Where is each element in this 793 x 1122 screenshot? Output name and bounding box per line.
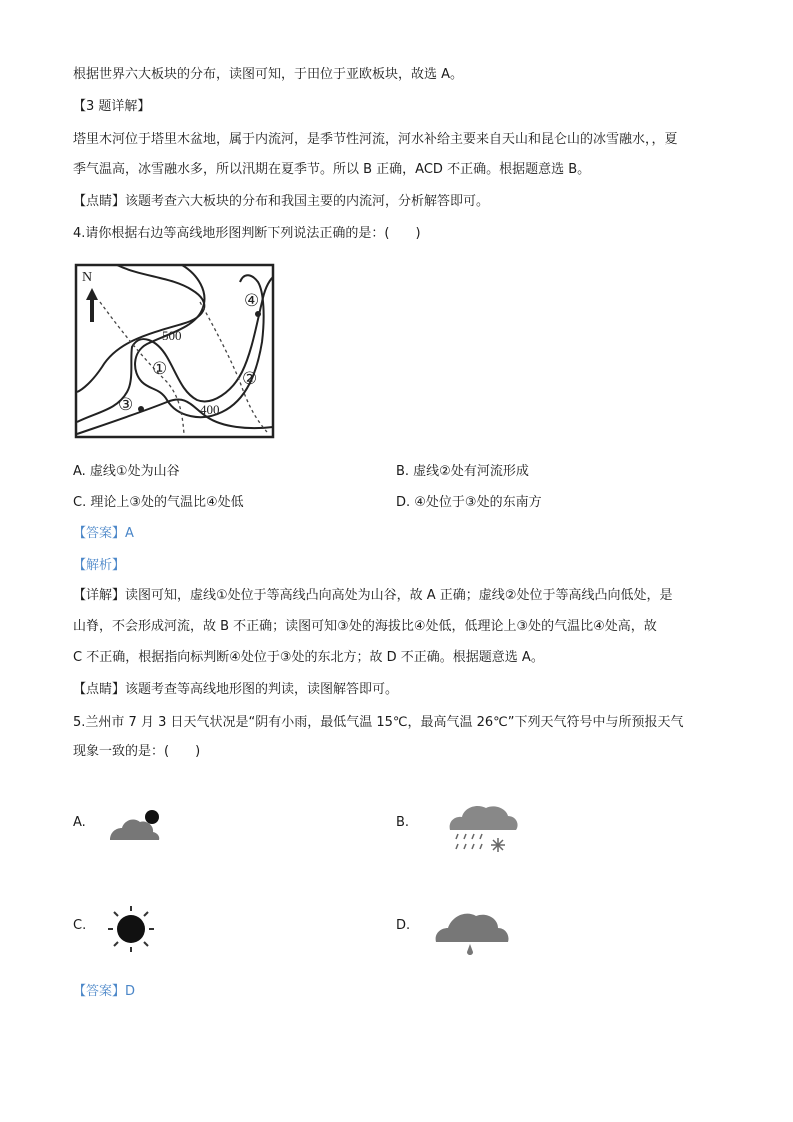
rain-snow-cloud-icon bbox=[446, 800, 522, 856]
text-line: 季气温高，冰雪融水多，所以汛期在夏季节。所以 B 正确，ACD 不正确。根据题意选 B。 bbox=[73, 162, 591, 177]
text-line: 【点睛】该题考查等高线地形图的判读，读图解答即可。 bbox=[73, 682, 399, 697]
question-4: 4.请你根据右边等高线地形图判断下列说法正确的是：( ) bbox=[73, 226, 421, 241]
dashed-line-1 bbox=[100, 302, 184, 434]
text-line: 山脊，不会形成河流，故 B 不正确；读图可知③处的海拔比④处低，低理论上③处的气温比④处高，故 bbox=[73, 619, 657, 634]
text-line: 塔里木河位于塔里木盆地，属于内流河，是季节性河流，河水补给主要来自天山和昆仑山的冰雪融水，，夏 bbox=[73, 132, 678, 147]
sun-icon bbox=[104, 902, 160, 954]
option-b: B. 虚线②处有河流形成 bbox=[396, 464, 529, 479]
contour-map bbox=[72, 262, 278, 444]
contour-label-500: 500 bbox=[162, 328, 182, 343]
cloud-with-sun-icon bbox=[108, 806, 164, 844]
option-c: C. 理论上③处的气温比④处低 bbox=[73, 495, 244, 510]
answer-4: 【答案】A bbox=[73, 526, 134, 541]
question-5-cont: 现象一致的是：( ) bbox=[73, 744, 201, 759]
contour-line bbox=[77, 400, 273, 434]
q5-option-c: C. bbox=[73, 918, 87, 933]
section-heading: 【3 题详解】 bbox=[73, 99, 151, 114]
map-mark-4: ④ bbox=[244, 291, 260, 311]
north-arrow-icon bbox=[86, 288, 98, 322]
analysis-heading: 【解析】 bbox=[73, 558, 126, 573]
option-a: A. 虚线①处为山谷 bbox=[73, 464, 180, 479]
question-5: 5.兰州市 7 月 3 日天气状况是“阴有小雨，最低气温 15℃，最高气温 26℃”下列天气符号中与所预报天气 bbox=[73, 715, 684, 730]
text-line: 根据世界六大板块的分布，读图可知，于田位于亚欧板块，故选 A。 bbox=[73, 67, 464, 82]
text-line: 【点睛】该题考查六大板块的分布和我国主要的内流河，分析解答即可。 bbox=[73, 194, 490, 209]
q5-option-d: D. bbox=[396, 918, 411, 933]
contour-label-400: 400 bbox=[200, 402, 220, 417]
answer-5: 【答案】D bbox=[73, 984, 136, 999]
contour-line bbox=[77, 265, 204, 392]
cloud-light-rain-icon bbox=[432, 906, 512, 958]
map-mark-3: ③ bbox=[118, 395, 134, 415]
map-mark-2: ② bbox=[242, 369, 258, 389]
text-line: C 不正确，根据指向标判断④处位于③处的东北方；故 D 不正确。根据题意选 A。 bbox=[73, 650, 544, 665]
map-mark-1: ① bbox=[152, 359, 168, 379]
point-3 bbox=[138, 406, 144, 412]
text-line: 【详解】读图可知，虚线①处位于等高线凸向高处为山谷，故 A 正确；虚线②处位于等高线凸向低处，是 bbox=[73, 588, 673, 603]
north-label: N bbox=[82, 270, 93, 285]
point-4 bbox=[255, 311, 261, 317]
option-d: D. ④处位于③处的东南方 bbox=[396, 495, 542, 510]
q5-option-b: B. bbox=[396, 815, 410, 830]
q5-option-a: A. bbox=[73, 815, 86, 830]
